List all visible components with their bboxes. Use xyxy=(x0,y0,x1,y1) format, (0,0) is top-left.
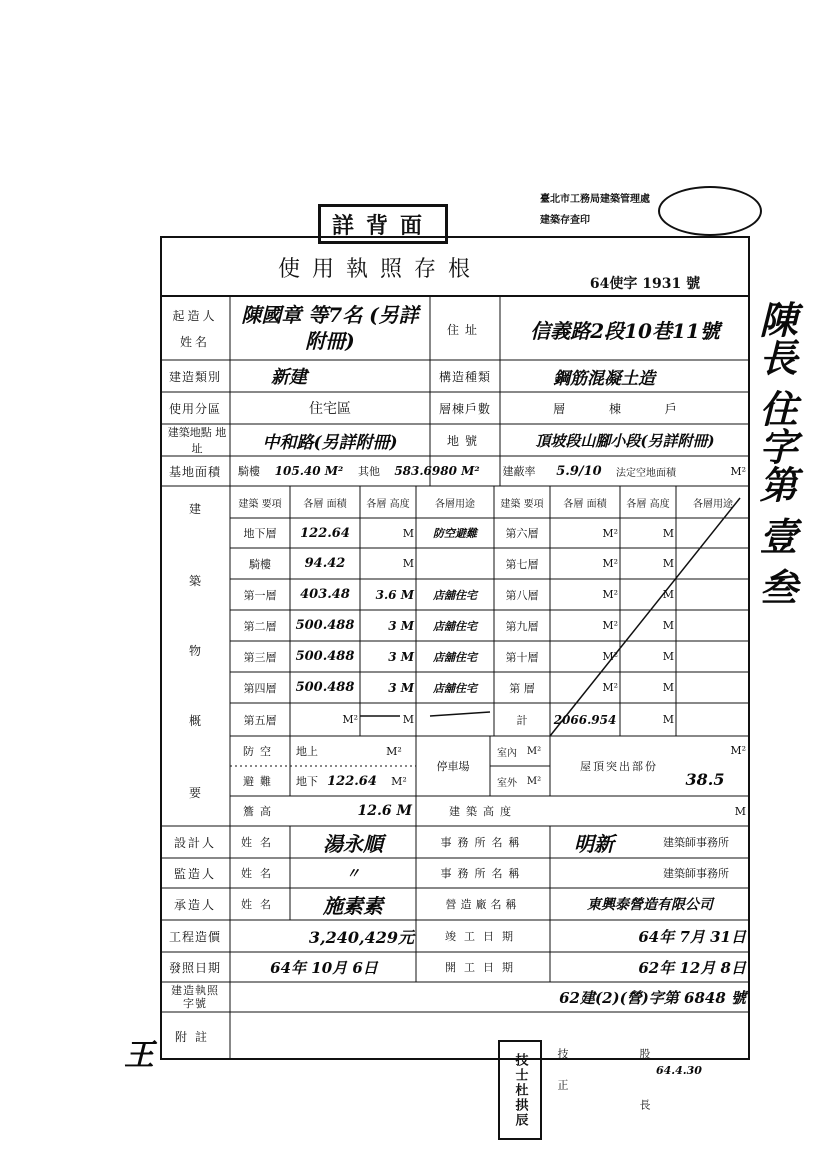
approval-stamp-chief: 股長 xyxy=(638,1048,651,1150)
approval-stamp-block xyxy=(470,1040,720,1150)
roof-value: 38.5 xyxy=(685,769,725,789)
license-number: 64使字 1931 號 xyxy=(589,276,701,292)
lot-value: 頂坡段山腳小段(另詳附冊) xyxy=(535,431,715,450)
shelter-below-unit: M² xyxy=(391,774,407,788)
parking-outdoor: 室外 xyxy=(497,777,517,789)
building-section-char: 築 xyxy=(188,574,201,588)
supervisor-office-label: 事務所名稱 xyxy=(440,867,526,880)
floor-name: 第四層 xyxy=(243,681,277,695)
floor-height: M xyxy=(662,526,674,540)
shelter-below-label: 地下 xyxy=(296,775,318,788)
address-value: 信義路2段10巷11號 xyxy=(530,318,720,343)
issue-label: 發照日期 xyxy=(168,960,221,975)
office-stamp-oval xyxy=(658,186,762,236)
site-area-label: 基地面積 xyxy=(168,464,221,479)
floor-name: 地下層 xyxy=(243,527,277,540)
shelter-above-label: 地上 xyxy=(296,745,318,758)
floor-header-item: 建築 要項 xyxy=(238,498,282,510)
office-stamp-line-2: 建築存查印 xyxy=(540,215,590,226)
builder-value: 陳國章 等7名 (另詳附冊) xyxy=(241,303,419,353)
floor-name: 第八層 xyxy=(505,588,539,602)
floor-area: 500.488 xyxy=(295,649,355,664)
cost-value: 3,240,429元 xyxy=(308,927,414,947)
floor-name: 第九層 xyxy=(505,619,539,633)
floor-name: 計 xyxy=(516,713,528,727)
eave-label: 簷高 xyxy=(243,805,277,818)
usage-license-form xyxy=(160,236,750,1060)
floor-header-area: 各層 面積 xyxy=(303,498,347,510)
building-height-label: 建築高度 xyxy=(449,805,517,818)
floor-area: M² xyxy=(602,588,618,601)
floors-label: 層棟戶數 xyxy=(438,401,491,416)
designer-name-label: 姓名 xyxy=(241,836,279,849)
eave-value: 12.6 M xyxy=(357,803,412,819)
designer-name: 湯永順 xyxy=(323,831,383,856)
zoning-value: 住宅區 xyxy=(309,401,351,417)
contractor-label: 承造人 xyxy=(173,897,216,912)
contractor-company-label: 營造廠名稱 xyxy=(445,898,521,911)
floor-area: 2066.954 xyxy=(553,712,617,727)
floor-use: 店舖住宅 xyxy=(433,619,477,633)
parking-outdoor-unit: M² xyxy=(526,775,542,787)
floor-use: 防空避難 xyxy=(433,527,477,540)
supervisor-office-suffix: 建築師事務所 xyxy=(663,867,729,880)
notes-label: 附註 xyxy=(174,1029,215,1044)
start-label: 開工日期 xyxy=(445,961,521,974)
permit-value: 62建(2)(營)字第 6848 號 xyxy=(559,988,746,1007)
floor-header-height: 各層 高度 xyxy=(366,498,410,510)
building-section-label xyxy=(164,492,226,822)
floor-height: M xyxy=(402,713,414,726)
floor-height: M xyxy=(662,619,674,632)
contractor-name-label: 姓名 xyxy=(241,898,279,911)
floor-area: M² xyxy=(602,526,618,540)
floor-use: 店舖住宅 xyxy=(433,650,477,664)
structure-value: 鋼筋混凝土造 xyxy=(553,368,655,389)
issue-value: 64年 10月 6日 xyxy=(270,958,378,977)
parking-indoor-unit: M² xyxy=(526,745,542,757)
floor-height: M xyxy=(662,557,674,570)
floor-header-use: 各層用途 xyxy=(693,498,733,510)
floor-height: 3 M xyxy=(388,680,414,695)
completion-label: 竣工日期 xyxy=(445,930,521,943)
lot-label: 地號 xyxy=(446,433,483,448)
shelter-above-unit: M² xyxy=(386,744,402,758)
builder-label: 起造人 姓名 xyxy=(172,309,218,349)
floor-name: 第二層 xyxy=(243,619,277,633)
floor-name: 第三層 xyxy=(243,650,277,664)
floor-area: M² xyxy=(602,681,618,694)
floor-height: M xyxy=(662,681,674,694)
other-value: 583.6980 M² xyxy=(394,464,480,478)
floor-area: M² xyxy=(602,557,618,570)
shelter-label-1: 防空 xyxy=(243,745,277,758)
coverage-label: 建蔽率 xyxy=(502,465,536,478)
floor-height: M xyxy=(402,526,414,540)
building-section-char: 概 xyxy=(188,714,201,728)
floor-area: M² xyxy=(342,713,358,726)
roof-unit: M² xyxy=(730,743,746,757)
zoning-label: 使用分區 xyxy=(168,401,221,416)
floor-name: 第一層 xyxy=(243,588,277,602)
arcade-label: 騎樓 xyxy=(238,465,260,478)
shelter-label-2: 避難 xyxy=(243,775,277,788)
floor-area: M² xyxy=(602,619,618,632)
floor-area: 403.48 xyxy=(300,587,350,602)
floor-use xyxy=(418,550,492,577)
floor-header-item: 建築 要項 xyxy=(500,498,544,510)
floor-name: 第 層 xyxy=(509,681,535,695)
form-title: 使用執照存根 xyxy=(277,256,482,282)
category-label: 建造類別 xyxy=(168,369,221,384)
floor-height: M xyxy=(402,557,414,570)
building-section-char: 要 xyxy=(188,786,201,800)
building-section-char: 物 xyxy=(188,644,201,658)
floor-height: M xyxy=(662,713,674,726)
legal-area-label: 法定空地面積 xyxy=(616,467,676,479)
floor-header-use: 各層用途 xyxy=(435,498,475,510)
floor-area: 94.42 xyxy=(304,556,346,571)
floor-height: 3 M xyxy=(388,649,414,664)
floor-name: 第六層 xyxy=(505,527,539,540)
office-stamp xyxy=(540,190,760,236)
parking-indoor: 室內 xyxy=(497,747,517,759)
arcade-value: 105.40 M² xyxy=(274,464,344,478)
contractor-name: 施素素 xyxy=(323,893,383,918)
floor-use: 店舖住宅 xyxy=(433,588,477,602)
supervisor-name-label: 姓名 xyxy=(241,867,279,880)
building-section-char: 建 xyxy=(188,502,201,516)
parking-label: 停車場 xyxy=(436,760,470,773)
designer-office: 明新 xyxy=(574,831,614,856)
floor-use xyxy=(418,705,492,734)
floor-header-height: 各層 高度 xyxy=(626,498,670,510)
other-label: 其他 xyxy=(358,465,380,478)
structure-label: 構造種類 xyxy=(438,369,491,384)
left-margin-note: 王 xyxy=(124,1038,154,1073)
start-value: 62年 12月 8日 xyxy=(638,958,746,977)
supervisor-name: 〃 xyxy=(346,866,360,882)
shelter-below-value: 122.64 xyxy=(327,773,377,789)
floor-name: 第七層 xyxy=(505,557,539,571)
floor-height: 3 M xyxy=(388,618,414,633)
designer-office-label: 事務所名稱 xyxy=(440,836,526,849)
floor-area: 500.488 xyxy=(295,680,355,695)
floor-height: M xyxy=(662,650,674,663)
floor-header-area: 各層 面積 xyxy=(563,498,607,510)
floor-height: M xyxy=(662,588,674,601)
floor-use: 店舖住宅 xyxy=(433,681,477,695)
header-stamp: 詳背面 xyxy=(318,204,448,244)
address-label: 住址 xyxy=(446,322,483,337)
floor-name: 騎樓 xyxy=(249,557,271,571)
supervisor-label: 監造人 xyxy=(173,866,216,881)
legal-area-value: M² xyxy=(730,464,746,478)
floor-name: 第十層 xyxy=(505,650,539,664)
floor-height: 3.6 M xyxy=(375,587,414,602)
office-stamp-line-1: 臺北市工務局建築管理處 xyxy=(540,194,650,205)
category-value: 新建 xyxy=(271,367,307,388)
location-value: 中和路(另詳附冊) xyxy=(262,432,398,453)
building-height-unit: M xyxy=(734,804,746,818)
approval-stamp-technician: 技士杜拱辰 xyxy=(498,1040,542,1140)
cost-label: 工程造價 xyxy=(168,929,221,944)
contractor-company: 東興泰營造有限公司 xyxy=(587,897,713,913)
right-margin-note: 陳長 住字第 壹 叁 xyxy=(753,300,798,606)
floor-area: M² xyxy=(602,650,618,663)
roof-label: 屋頂突出部份 xyxy=(580,760,658,773)
completion-value: 64年 7月 31日 xyxy=(638,927,746,946)
floor-area: 122.64 xyxy=(300,525,350,541)
floor-name: 第五層 xyxy=(243,713,277,727)
location-label: 建築地點 地址 xyxy=(167,426,227,455)
permit-label: 建造執照 字號 xyxy=(171,984,219,1010)
approval-stamp-engineer: 技正 xyxy=(556,1048,569,1110)
coverage-value: 5.9/10 xyxy=(556,463,602,479)
floor-area: 500.488 xyxy=(295,618,355,633)
floors-value: 層 棟 戶 xyxy=(553,401,697,416)
designer-label: 設計人 xyxy=(173,835,216,850)
approval-date: 64.4.30 xyxy=(656,1064,702,1077)
designer-office-suffix: 建築師事務所 xyxy=(663,836,729,849)
